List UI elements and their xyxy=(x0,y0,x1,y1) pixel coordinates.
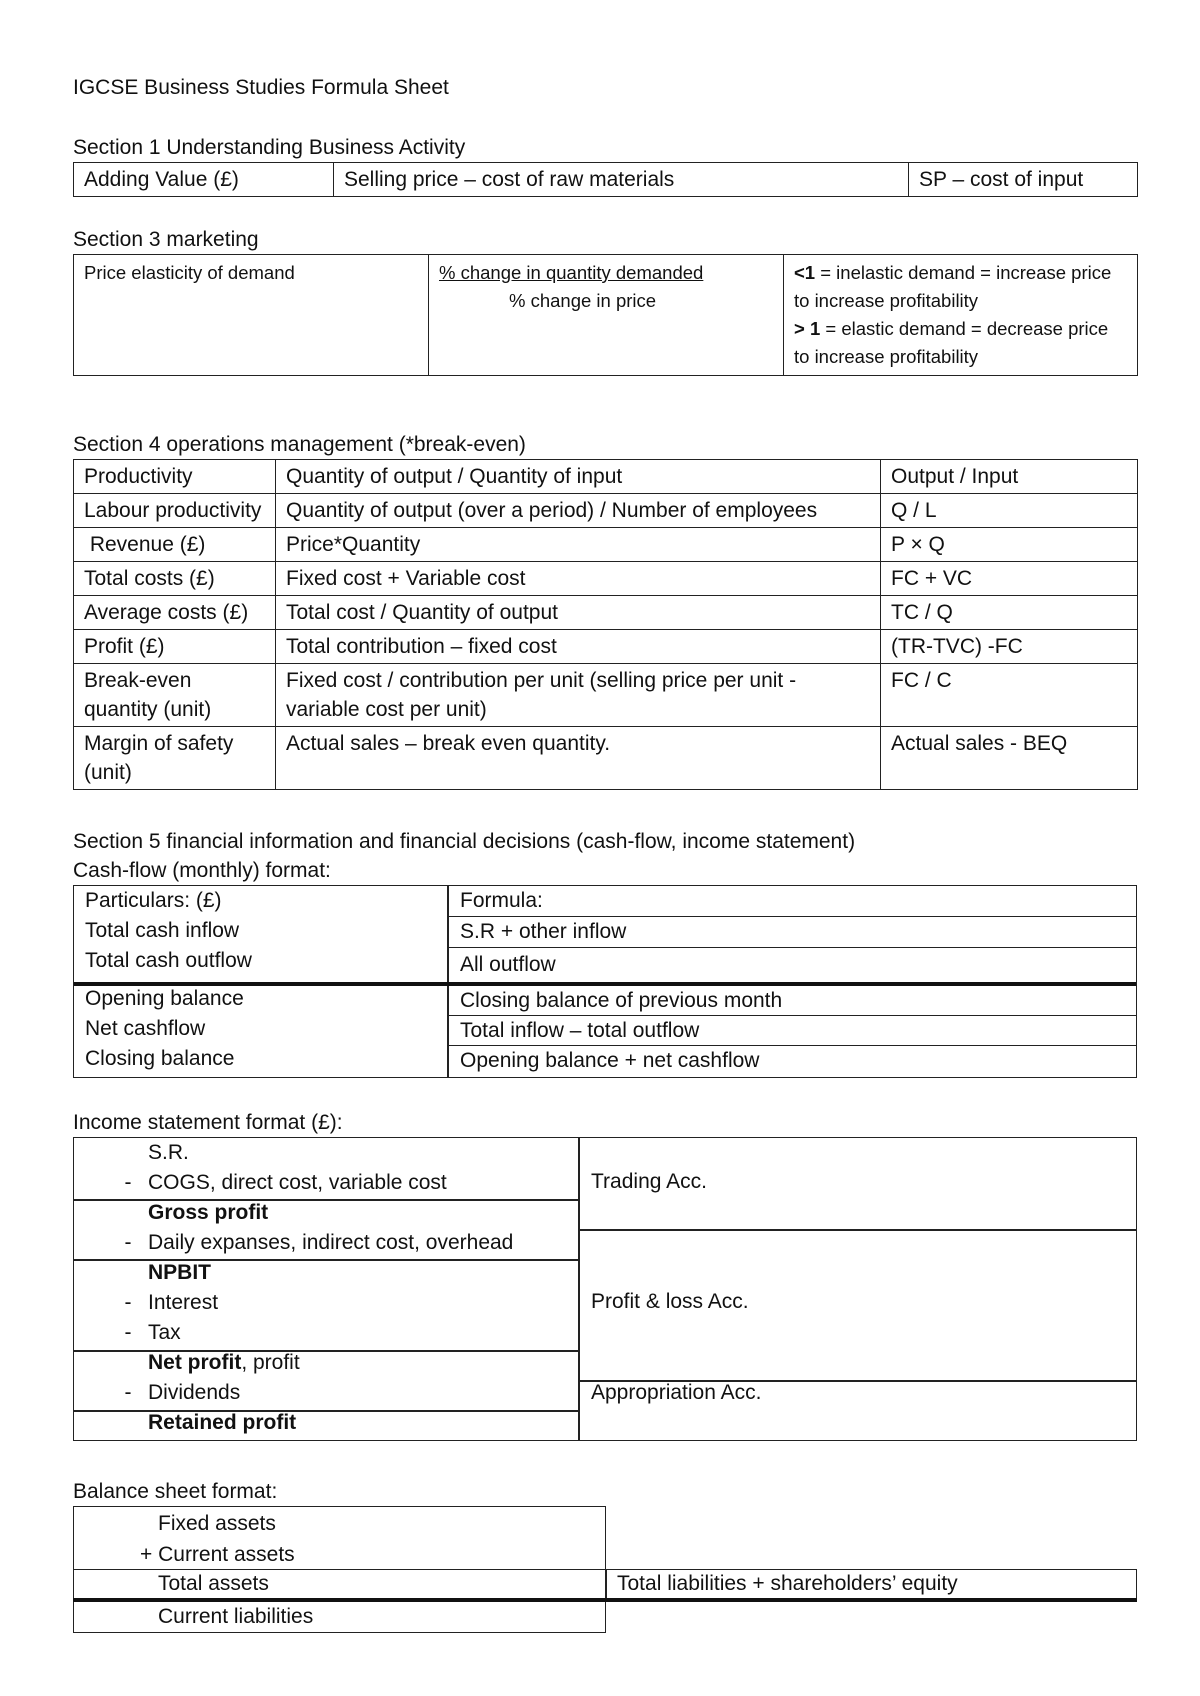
divider xyxy=(579,1229,1136,1231)
cf-formula: Closing balance of previous month xyxy=(448,986,1136,1016)
table-cell: Actual sales – break even quantity. xyxy=(276,727,881,790)
table-row xyxy=(74,562,1138,596)
balance-liabilities-box xyxy=(73,1602,606,1633)
cf-formula: Opening balance + net cashflow xyxy=(460,1049,760,1072)
cashflow-label: Cash-flow (monthly) format: xyxy=(73,859,331,882)
section-1-table xyxy=(73,162,1138,197)
table-cell: Total cost / Quantity of output xyxy=(276,596,881,630)
table-row xyxy=(74,528,1138,562)
page-title: IGCSE Business Studies Formula Sheet xyxy=(73,76,449,99)
inc-line: Retained profit xyxy=(148,1411,297,1434)
table-row xyxy=(74,255,1138,376)
divider xyxy=(605,1570,607,1599)
trading-account-label: Trading Acc. xyxy=(591,1170,707,1193)
table-row xyxy=(74,163,1138,197)
ped-note-elastic: > 1 = elastic demand = decrease price to increase profitability xyxy=(794,318,1109,367)
table-cell: Total costs (£) xyxy=(74,562,276,596)
section-3-table xyxy=(73,254,1138,376)
cf-header-particulars: Particulars: (£) xyxy=(85,889,222,912)
table-cell: Labour productivity xyxy=(74,494,276,528)
table-cell: Selling price – cost of raw materials xyxy=(334,163,909,197)
current-assets: + Current assets xyxy=(140,1543,295,1566)
cf-item: Opening balance xyxy=(85,987,244,1010)
table-cell: FC + VC xyxy=(881,562,1138,596)
cf-formula: Total inflow – total outflow xyxy=(448,1016,1136,1046)
table-row xyxy=(74,494,1138,528)
table-cell: Revenue (£) xyxy=(74,528,276,562)
cashflow-formulas xyxy=(448,886,1136,980)
cf-formula: S.R + other inflow xyxy=(448,917,1136,948)
inc-line: - Interest xyxy=(124,1291,219,1314)
income-label: Income statement format (£): xyxy=(73,1111,343,1134)
table-cell: FC / C xyxy=(881,664,1138,727)
table-cell: Fixed cost + Variable cost xyxy=(276,562,881,596)
balance-total-row xyxy=(73,1569,1137,1600)
table-row xyxy=(74,664,1138,727)
cf-header-formula: Formula: xyxy=(448,886,1136,917)
table-cell: Actual sales - BEQ xyxy=(881,727,1138,790)
table-cell: Total contribution – fixed cost xyxy=(276,630,881,664)
table-row xyxy=(74,460,1138,494)
table-row xyxy=(74,630,1138,664)
profit-loss-account-label: Profit & loss Acc. xyxy=(591,1290,749,1313)
inc-line: Net profit, profit xyxy=(148,1351,300,1374)
table-row xyxy=(74,596,1138,630)
table-cell: Q / L xyxy=(881,494,1138,528)
inc-line: - Daily expanses, indirect cost, overhead xyxy=(124,1231,514,1254)
cashflow-particulars xyxy=(85,886,435,1074)
balance-label: Balance sheet format: xyxy=(73,1480,278,1503)
income-statement-table xyxy=(73,1137,1137,1441)
section-3-heading: Section 3 marketing xyxy=(73,228,259,251)
inc-line: - Tax xyxy=(124,1321,181,1344)
cashflow-formulas-lower xyxy=(448,986,1136,1075)
section-1-heading: Section 1 Understanding Business Activity xyxy=(73,136,466,159)
table-cell: (TR-TVC) -FC xyxy=(881,630,1138,664)
table-cell: TC / Q xyxy=(881,596,1138,630)
table-cell: Adding Value (£) xyxy=(74,163,334,197)
table-cell: Margin of safety (unit) xyxy=(74,727,276,790)
section-4-table xyxy=(73,459,1138,790)
ped-numerator: % change in quantity demanded xyxy=(439,262,704,283)
table-cell: Fixed cost / contribution per unit (selling price per unit - variable cost per unit) xyxy=(276,664,881,727)
cf-item: Total cash inflow xyxy=(85,919,240,942)
table-cell: P × Q xyxy=(881,528,1138,562)
table-cell: Break-even quantity (unit) xyxy=(74,664,276,727)
table-cell: Price*Quantity xyxy=(276,528,881,562)
inc-line: - COGS, direct cost, variable cost xyxy=(124,1171,447,1194)
cashflow-table xyxy=(73,885,1137,1078)
inc-line: S.R. xyxy=(148,1141,189,1164)
table-cell: Quantity of output (over a period) / Number of employees xyxy=(276,494,881,528)
total-assets: Total assets xyxy=(158,1572,269,1595)
cf-item: Total cash outflow xyxy=(85,949,252,972)
ped-notes xyxy=(784,255,1138,376)
table-cell: SP – cost of input xyxy=(909,163,1138,197)
section-5-heading: Section 5 financial information and financial decisions (cash-flow, income statement) xyxy=(73,830,856,853)
inc-line: Gross profit xyxy=(148,1201,269,1224)
cf-item: Closing balance xyxy=(85,1047,235,1070)
current-liabilities: Current liabilities xyxy=(158,1605,314,1628)
table-row xyxy=(74,727,1138,790)
cf-item: Net cashflow xyxy=(85,1017,206,1040)
income-items xyxy=(74,1138,578,1438)
table-cell: Profit (£) xyxy=(74,630,276,664)
table-cell: Quantity of output / Quantity of input xyxy=(276,460,881,494)
ped-denominator: % change in price xyxy=(509,290,657,311)
table-cell: Output / Input xyxy=(881,460,1138,494)
divider xyxy=(578,1138,580,1440)
cf-formula: All outflow xyxy=(460,953,556,976)
ped-note-inelastic: <1 = inelastic demand = increase price to increase profitability xyxy=(794,262,1112,311)
ped-label: Price elasticity of demand xyxy=(74,255,429,376)
section-4-heading: Section 4 operations management (*break-even) xyxy=(73,433,526,456)
table-cell: Average costs (£) xyxy=(74,596,276,630)
table-cell: Productivity xyxy=(74,460,276,494)
inc-line: - Dividends xyxy=(124,1381,241,1404)
ped-formula xyxy=(429,255,784,376)
appropriation-account-label: Appropriation Acc. xyxy=(591,1381,762,1404)
balance-assets-box xyxy=(73,1506,606,1569)
total-liabilities-equity: Total liabilities + shareholders’ equity xyxy=(617,1572,958,1595)
inc-line: NPBIT xyxy=(148,1261,211,1284)
fixed-assets: Fixed assets xyxy=(158,1512,276,1535)
